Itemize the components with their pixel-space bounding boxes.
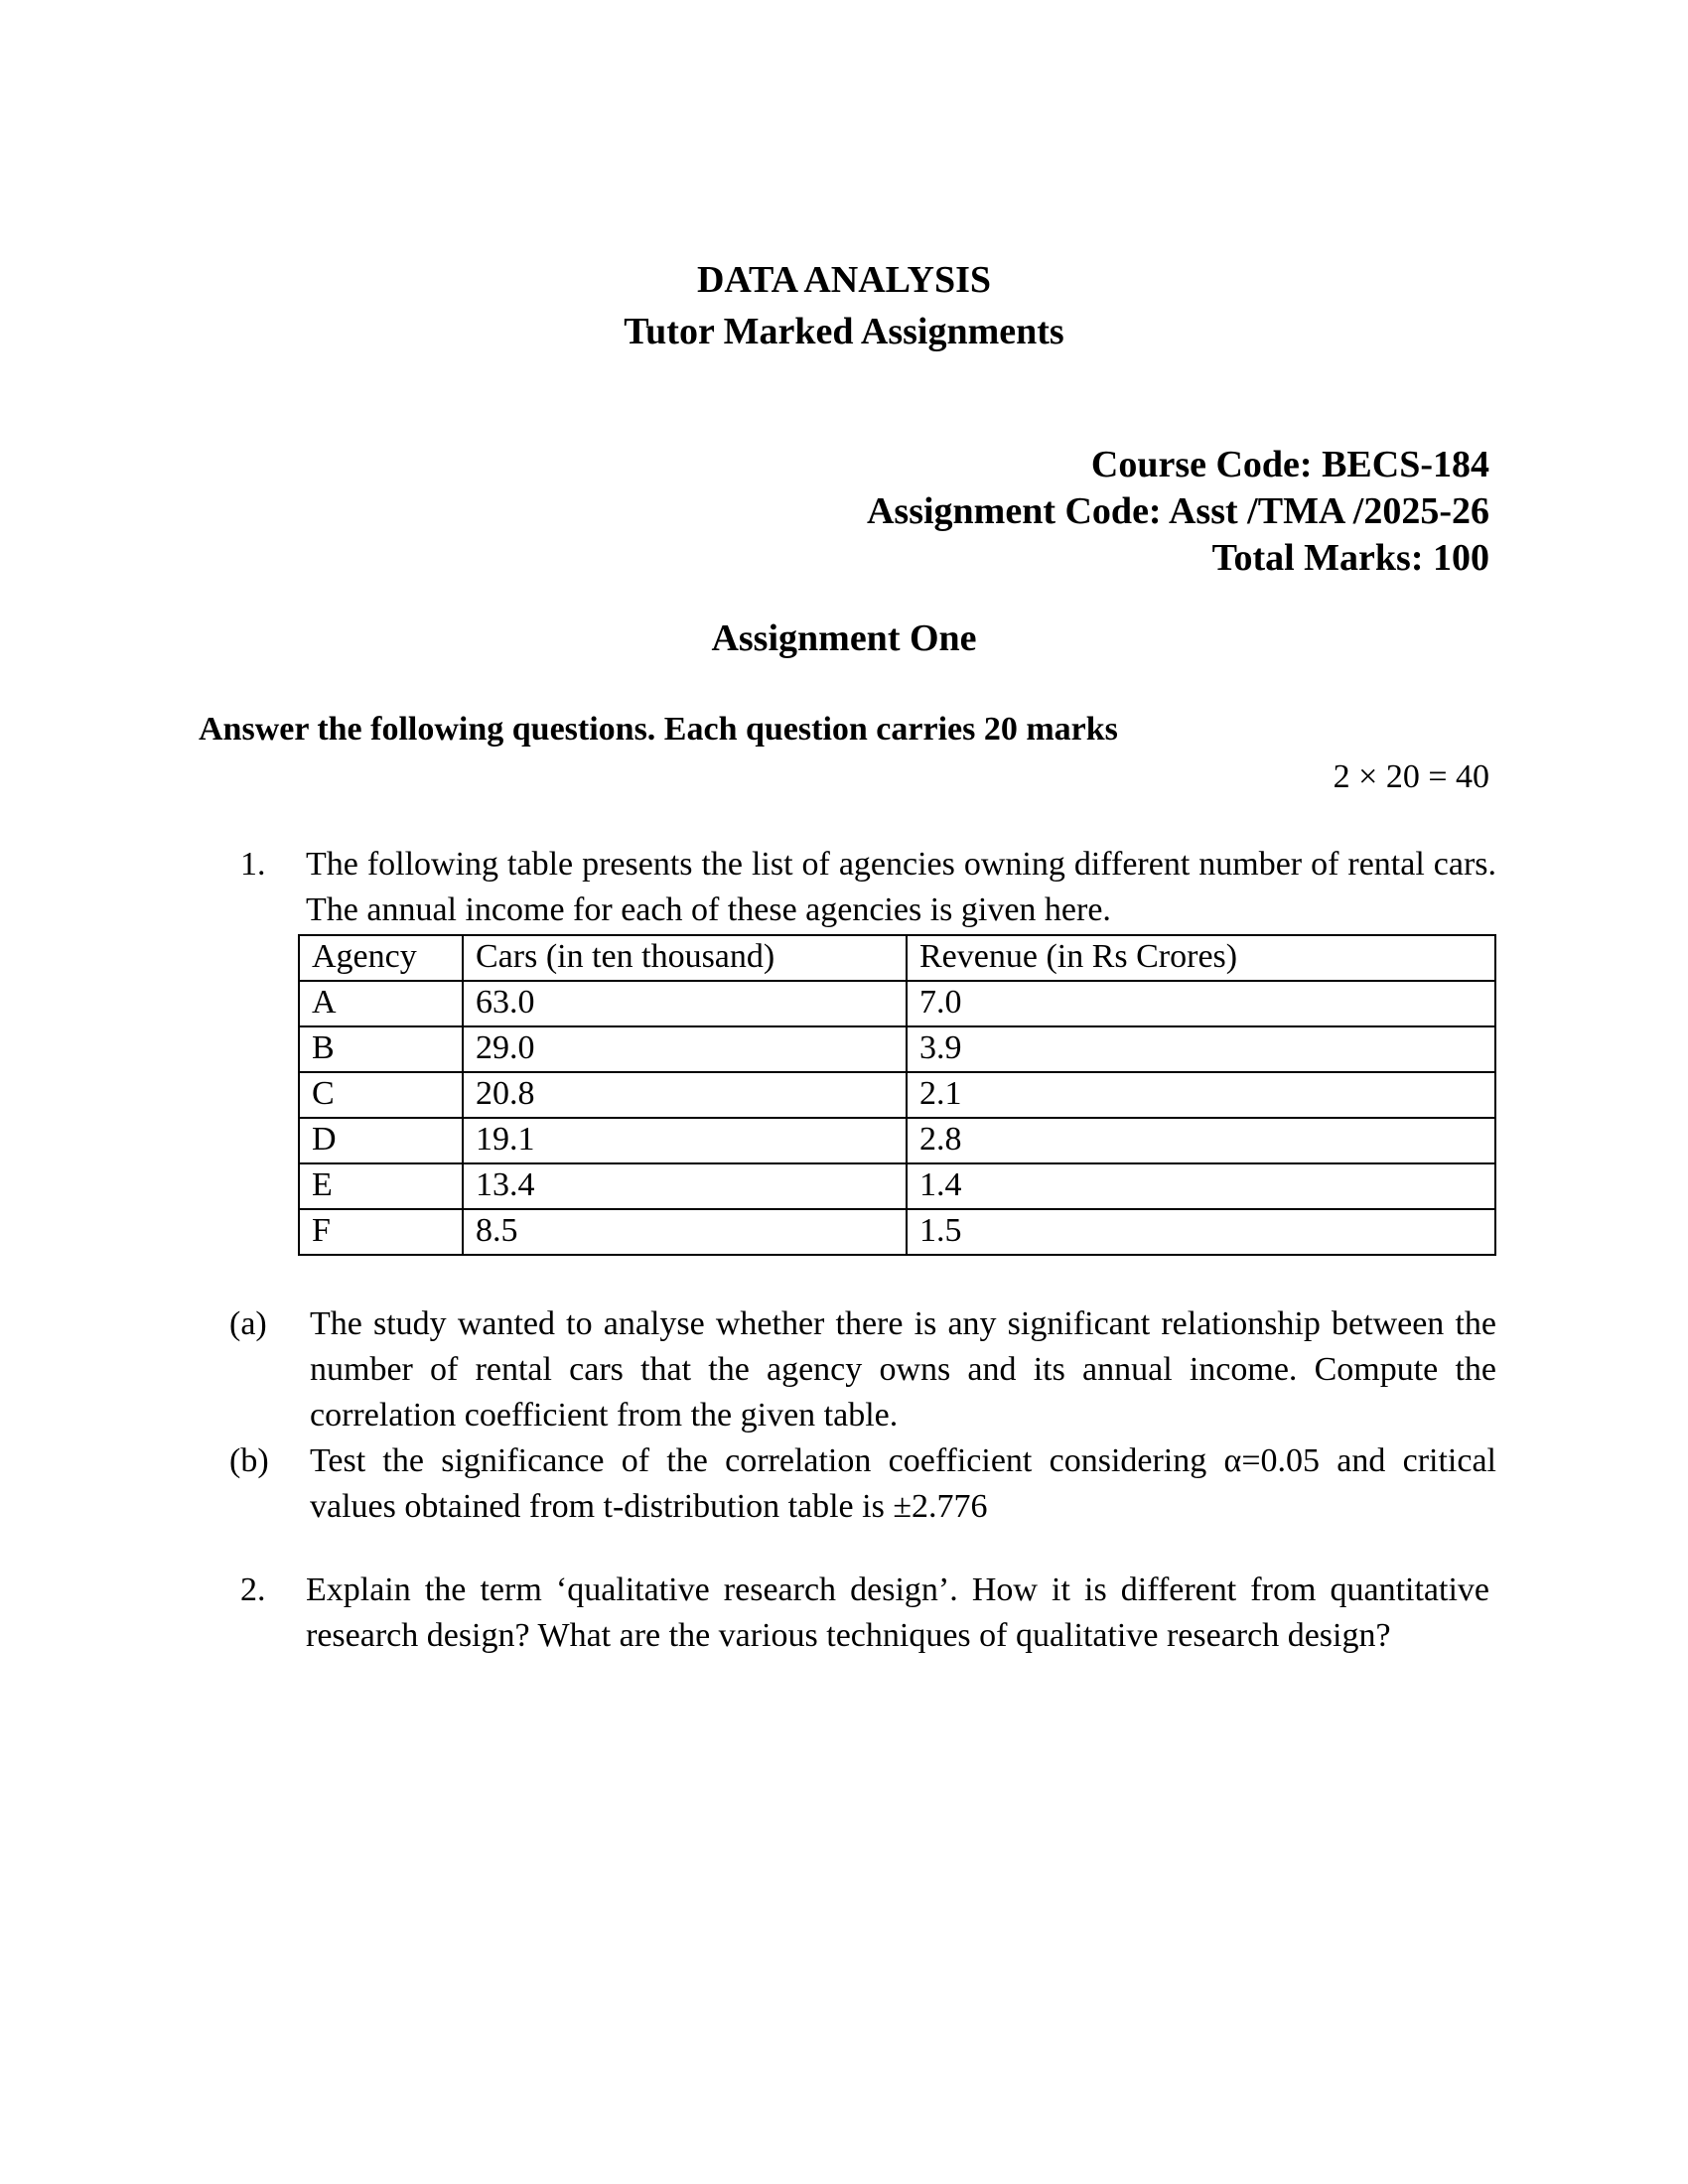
cell-agency: F: [299, 1209, 463, 1255]
table-header-agency: Agency: [299, 935, 463, 981]
cell-agency: C: [299, 1072, 463, 1118]
subquestion-b-text: Test the significance of the correlation coefficient considering α=0.05 and critical values obtained from t-distribution table is ±2.776: [310, 1442, 1496, 1525]
cell-cars: 13.4: [463, 1163, 907, 1209]
total-marks: Total Marks: 100: [1211, 537, 1489, 579]
table-row: [299, 1163, 1495, 1209]
question-2-text: Explain the term ‘qualitative research design’. How it is different from quantitative research design? What are the various techniques of qualitative research design?: [306, 1571, 1489, 1654]
course-code: Course Code: BECS-184: [1090, 444, 1489, 485]
cell-agency: B: [299, 1026, 463, 1072]
cell-cars: 20.8: [463, 1072, 907, 1118]
table-header-cars: Cars (in ten thousand): [463, 935, 907, 981]
rental-cars-table: [298, 934, 1496, 1256]
cell-revenue: 3.9: [907, 1026, 1495, 1072]
instruction-text: Answer the following questions. Each question carries 20 marks: [199, 711, 1118, 748]
cell-cars: 63.0: [463, 981, 907, 1026]
subquestion-a-text: The study wanted to analyse whether there is any significant relationship between the number of rental cars that the agency owns and its annual income. Compute the correlation coefficient from the given table.: [310, 1305, 1496, 1433]
cell-revenue: 1.4: [907, 1163, 1495, 1209]
question-1-subquestions: [229, 1301, 1496, 1530]
question-1-body: [229, 842, 1496, 1530]
question-2: [199, 1568, 1489, 1659]
cell-revenue: 7.0: [907, 981, 1495, 1026]
question-2-body: [306, 1568, 1489, 1659]
cell-agency: A: [299, 981, 463, 1026]
cell-cars: 29.0: [463, 1026, 907, 1072]
cell-agency: D: [299, 1118, 463, 1163]
table-row: [299, 1209, 1495, 1255]
table-header-row: [299, 935, 1495, 981]
question-2-number: 2.: [240, 1571, 266, 1608]
subquestion-a: [229, 1301, 1496, 1438]
assignment-meta: [199, 442, 1489, 582]
cell-cars: 8.5: [463, 1209, 907, 1255]
title-line-2: Tutor Marked Assignments: [624, 311, 1064, 352]
cell-revenue: 1.5: [907, 1209, 1495, 1255]
cell-cars: 19.1: [463, 1118, 907, 1163]
cell-agency: E: [299, 1163, 463, 1209]
subquestion-b: [229, 1438, 1496, 1530]
marks-formula: 2 × 20 = 40: [1333, 758, 1489, 795]
subquestion-a-marker: (a): [229, 1305, 267, 1342]
title-line-1: DATA ANALYSIS: [696, 259, 992, 301]
table-row: [299, 1118, 1495, 1163]
table-header-revenue: Revenue (in Rs Crores): [907, 935, 1495, 981]
cell-revenue: 2.1: [907, 1072, 1495, 1118]
subquestion-b-marker: (b): [229, 1442, 269, 1479]
assignment-code: Assignment Code: Asst /TMA /2025-26: [866, 490, 1489, 532]
question-1-text: The following table presents the list of agencies owning different number of rental cars. The annual income for each of these agencies is given here.: [306, 846, 1496, 928]
table-row: [299, 1026, 1495, 1072]
table-row: [299, 1072, 1495, 1118]
document-content: [199, 0, 1496, 1659]
table-row: [299, 981, 1495, 1026]
document-title: [199, 254, 1489, 357]
cell-revenue: 2.8: [907, 1118, 1495, 1163]
question-1: [199, 842, 1496, 1530]
question-1-number: 1.: [240, 846, 266, 883]
section-heading: Assignment One: [711, 617, 977, 659]
